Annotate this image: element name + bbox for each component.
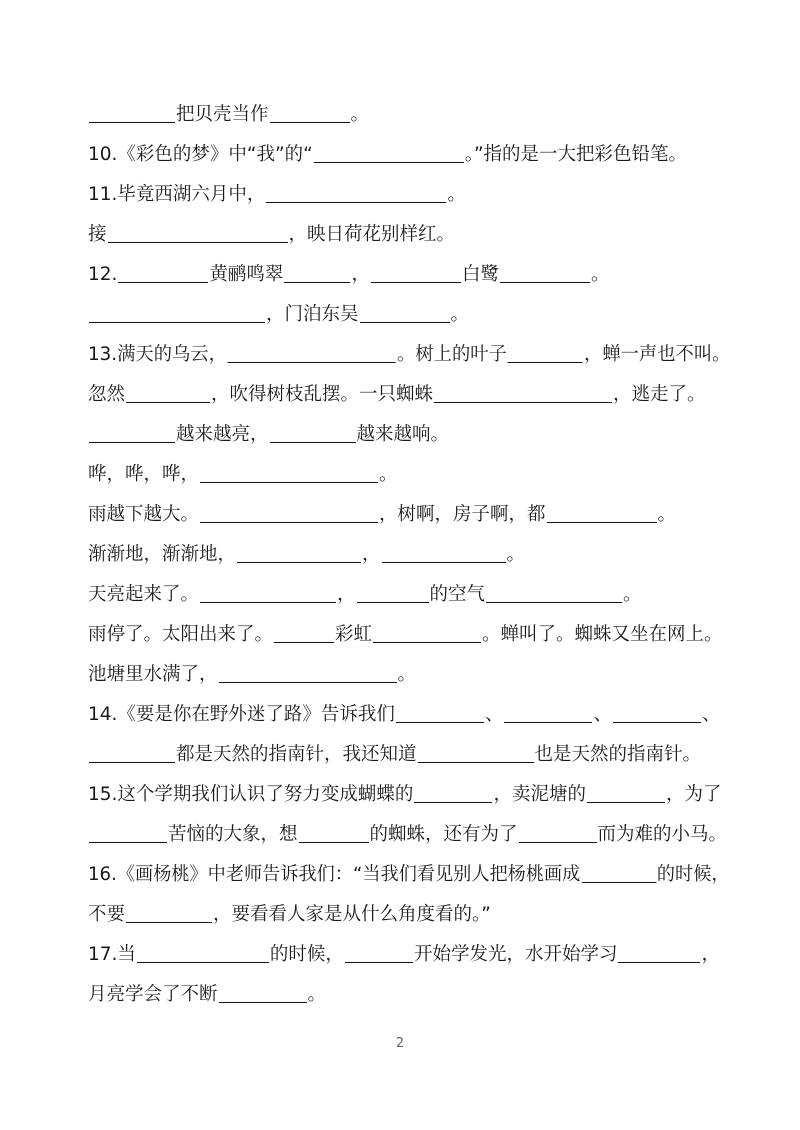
text: 。: [450, 304, 470, 325]
text: ，映日荷花别样红。: [288, 224, 456, 245]
blank[interactable]: [345, 942, 413, 963]
text: 月亮学会了不断: [88, 984, 218, 1005]
text: 、: [701, 704, 721, 725]
text: 10.《彩色的梦》中“我”的“: [88, 144, 313, 165]
text: 。: [623, 584, 642, 605]
text: ，为了: [665, 784, 722, 805]
text: 11.毕竟西湖六月中，: [88, 184, 266, 205]
text: ，要看看人家是从什么角度看的。”: [213, 904, 491, 925]
question-17-line-2: [88, 982, 326, 1008]
blank[interactable]: [89, 422, 175, 443]
blank[interactable]: [200, 462, 378, 483]
blank[interactable]: [237, 542, 361, 563]
text: 14.《要是你在野外迷了路》告诉我们: [88, 704, 395, 725]
text: 。蝉叫了。蜘蛛又坐在网上。: [482, 624, 723, 645]
text: 13.满天的乌云，: [88, 344, 227, 365]
blank[interactable]: [504, 702, 592, 723]
blank[interactable]: [519, 822, 597, 843]
text: 12.: [88, 264, 118, 285]
text: ，蝉一声也不叫。: [584, 344, 731, 365]
question-13-line-6: [88, 542, 525, 568]
text: ，卖泥塘的: [493, 784, 586, 805]
blank[interactable]: [314, 142, 464, 163]
question-10: [88, 142, 687, 168]
text: 苦恼的大象，想: [168, 824, 298, 845]
blank[interactable]: [360, 302, 450, 323]
text: 的空气: [429, 584, 486, 605]
blank[interactable]: [89, 742, 175, 763]
blank[interactable]: [613, 702, 701, 723]
question-13-line-5: [88, 502, 676, 528]
text: ，树啊，房子啊，都: [379, 504, 546, 525]
blank[interactable]: [414, 782, 492, 803]
blank[interactable]: [500, 262, 590, 283]
blank[interactable]: [266, 182, 446, 203]
blank[interactable]: [89, 822, 167, 843]
text: ，逃走了。: [613, 384, 706, 405]
text: 都是天然的指南针，我还知道: [176, 744, 417, 765]
blank[interactable]: [270, 102, 350, 123]
question-13-line-8: [88, 622, 723, 648]
blank[interactable]: [137, 942, 269, 963]
text: ，: [337, 584, 356, 605]
blank[interactable]: [357, 582, 429, 603]
blank[interactable]: [373, 622, 481, 643]
text: ，门泊东吴: [266, 304, 359, 325]
text: ，: [362, 544, 381, 565]
text: ，吹得树枝乱摆。一只蜘蛛: [211, 384, 434, 405]
blank[interactable]: [228, 342, 396, 363]
text: 而为难的小马。: [597, 824, 728, 845]
text: 。: [397, 664, 417, 685]
blank[interactable]: [108, 222, 288, 243]
question-14: [88, 702, 720, 728]
blank[interactable]: [382, 542, 506, 563]
line-1: [88, 102, 369, 128]
question-13: [88, 342, 730, 368]
blank[interactable]: [284, 262, 350, 283]
text: 、: [484, 704, 504, 725]
blank[interactable]: [508, 342, 583, 363]
question-13-line-4: [88, 462, 398, 488]
text: ，: [701, 944, 720, 965]
text: 不要: [88, 904, 126, 925]
text: 。: [307, 984, 327, 1005]
text: 雨停了。太阳出来了。: [88, 624, 274, 645]
text: 、: [593, 704, 612, 725]
blank[interactable]: [618, 942, 700, 963]
text: 也是天然的指南针。: [534, 744, 702, 765]
text: 雨越下越大。: [88, 504, 200, 525]
blank[interactable]: [219, 982, 307, 1003]
text: 。: [447, 184, 466, 205]
question-17: [88, 942, 720, 968]
blank[interactable]: [219, 662, 397, 683]
text: 的时候，: [656, 864, 730, 885]
blank[interactable]: [118, 262, 208, 283]
question-12-line-2: [88, 302, 469, 328]
text: 的蜘蛛，还有为了: [369, 824, 518, 845]
text: 。: [379, 464, 398, 485]
blank[interactable]: [434, 382, 612, 403]
text: 17.当: [88, 944, 136, 965]
blank[interactable]: [486, 582, 622, 603]
text: 渐渐地，渐渐地，: [88, 544, 237, 565]
text: 15.这个学期我们认识了努力变成蝴蝶的: [88, 784, 414, 805]
text: 把贝壳当作: [176, 104, 269, 125]
text: 接: [88, 224, 107, 245]
text: 池塘里水满了，: [88, 664, 218, 685]
blank[interactable]: [587, 782, 665, 803]
text: 越来越亮，: [176, 424, 269, 445]
text: 。: [590, 264, 610, 285]
text: 忽然: [88, 384, 126, 405]
blank[interactable]: [126, 902, 212, 923]
text: 越来越响。: [356, 424, 450, 445]
blank[interactable]: [547, 502, 657, 523]
blank[interactable]: [89, 102, 175, 123]
question-16-line-2: [88, 902, 491, 928]
question-15-line-2: [88, 822, 727, 848]
page-number: 2: [395, 1036, 405, 1051]
question-14-line-2: [88, 742, 701, 768]
question-15: [88, 782, 721, 808]
text: 。”指的是一大把彩色铅笔。: [464, 144, 688, 165]
blank[interactable]: [200, 502, 378, 523]
text: 的时候，: [269, 944, 344, 965]
text: 天亮起来了。: [88, 584, 200, 605]
text: 。: [657, 504, 677, 525]
text: 。: [506, 544, 526, 565]
text: 。: [350, 104, 370, 125]
question-11-line-2: [88, 222, 455, 248]
blank[interactable]: [396, 702, 484, 723]
blank[interactable]: [581, 862, 656, 883]
text: 16.《画杨桃》中老师告诉我们：“当我们看见别人把杨桃画成: [88, 864, 581, 885]
text: 彩虹: [335, 624, 373, 645]
question-13-line-9: [88, 662, 416, 688]
text: 开始学发光，水开始学习: [413, 944, 618, 965]
text: 。树上的叶子: [397, 344, 507, 365]
question-13-line-2: [88, 382, 706, 408]
blank[interactable]: [89, 302, 265, 323]
question-13-line-3: [88, 422, 449, 448]
blank[interactable]: [200, 582, 336, 603]
text: ，: [351, 264, 370, 285]
blank[interactable]: [418, 742, 534, 763]
question-11: [88, 182, 466, 208]
text: 黄鹂鸣翠: [209, 264, 284, 285]
blank[interactable]: [274, 622, 334, 643]
text: 哗，哗，哗，: [88, 464, 200, 485]
blank[interactable]: [371, 262, 461, 283]
blank[interactable]: [126, 382, 210, 403]
text: 白鹭: [461, 264, 499, 285]
blank[interactable]: [270, 422, 356, 443]
blank[interactable]: [299, 822, 369, 843]
question-16: [88, 862, 730, 888]
question-12: [88, 262, 609, 288]
question-13-line-7: [88, 582, 642, 608]
